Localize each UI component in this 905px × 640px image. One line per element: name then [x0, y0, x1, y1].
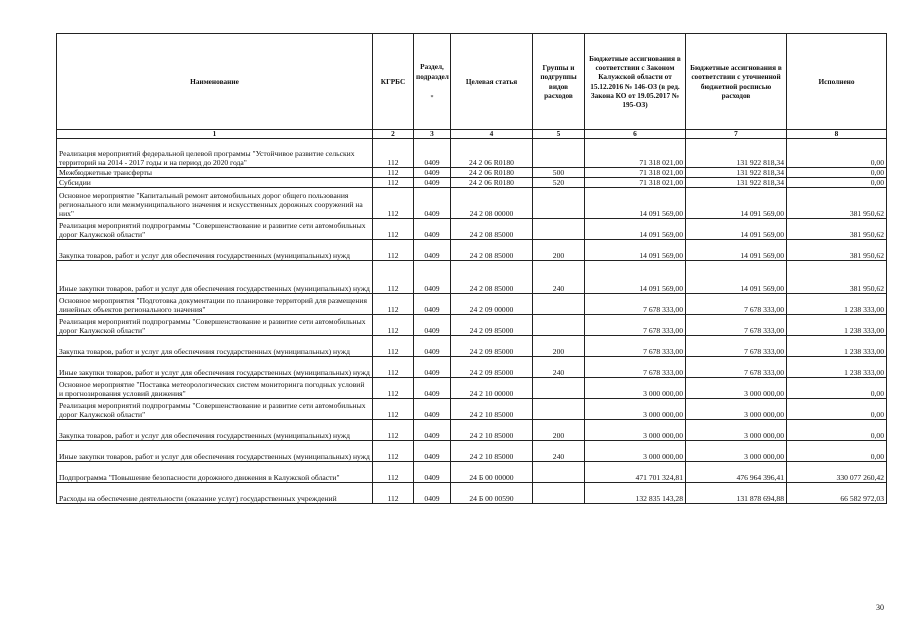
row-target-article: 24 2 08 00000: [451, 188, 533, 219]
table-row: [57, 315, 887, 336]
row-kgrbs: 112: [373, 483, 414, 504]
row-expense-group: 240: [533, 357, 585, 378]
row-target-article: 24 Б 00 00590: [451, 483, 533, 504]
row-name: Реализация мероприятий федеральной целевой программы "Устойчивое развитие сельских территорий на 2014 - 2017 годы и на период до 2020 года": [57, 139, 373, 168]
row-refined-amount: 14 091 569,00: [686, 188, 787, 219]
row-expense-group: [533, 399, 585, 420]
row-section: 0409: [414, 441, 451, 462]
row-kgrbs: 112: [373, 261, 414, 294]
row-expense-group: [533, 378, 585, 399]
row-refined-amount: 7 678 333,00: [686, 336, 787, 357]
table-row: [57, 168, 887, 178]
header-law: Бюджетные ассигнования в соответствии с Законом Калужской области от 15.12.2016 № 146-ОЗ (в ред. Закона КО от 19.05.2017 № 195-ОЗ): [585, 34, 686, 130]
row-law-amount: 7 678 333,00: [585, 294, 686, 315]
row-refined-amount: 7 678 333,00: [686, 294, 787, 315]
row-kgrbs: 112: [373, 378, 414, 399]
row-refined-amount: 14 091 569,00: [686, 219, 787, 240]
row-refined-amount: 131 922 818,34: [686, 178, 787, 188]
row-name: Иные закупки товаров, работ и услуг для обеспечения государственных (муниципальных) нужд: [57, 261, 373, 294]
table-row: [57, 178, 887, 188]
row-executed-amount: 381 950,62: [787, 219, 887, 240]
row-target-article: 24 2 06 R0180: [451, 178, 533, 188]
row-target-article: 24 Б 00 00000: [451, 462, 533, 483]
row-law-amount: 71 318 021,00: [585, 139, 686, 168]
row-section: 0409: [414, 483, 451, 504]
row-refined-amount: 14 091 569,00: [686, 240, 787, 261]
row-refined-amount: 131 878 694,88: [686, 483, 787, 504]
header-section-label: Раздел, подраздел: [416, 62, 449, 81]
column-number: 4: [451, 130, 533, 139]
row-section: 0409: [414, 219, 451, 240]
row-expense-group: [533, 315, 585, 336]
row-kgrbs: 112: [373, 441, 414, 462]
column-number: 5: [533, 130, 585, 139]
row-name: Основное мероприятие "Поставка метеорологических систем мониторинга погодных условий и прогнозирования условий движения": [57, 378, 373, 399]
row-law-amount: 3 000 000,00: [585, 399, 686, 420]
row-kgrbs: 112: [373, 168, 414, 178]
header-executed: Исполнено: [787, 34, 887, 130]
column-number: 8: [787, 130, 887, 139]
row-law-amount: 71 318 021,00: [585, 178, 686, 188]
row-name: Субсидии: [57, 178, 373, 188]
row-section: 0409: [414, 378, 451, 399]
row-refined-amount: 131 922 818,34: [686, 168, 787, 178]
row-law-amount: 3 000 000,00: [585, 378, 686, 399]
row-executed-amount: 381 950,62: [787, 188, 887, 219]
row-law-amount: 14 091 569,00: [585, 240, 686, 261]
row-kgrbs: 112: [373, 139, 414, 168]
row-target-article: 24 2 08 85000: [451, 261, 533, 294]
row-section: 0409: [414, 178, 451, 188]
table-row: [57, 261, 887, 294]
row-kgrbs: 112: [373, 420, 414, 441]
row-section: 0409: [414, 294, 451, 315]
row-law-amount: 132 835 143,28: [585, 483, 686, 504]
table-row: [57, 294, 887, 315]
row-law-amount: 3 000 000,00: [585, 420, 686, 441]
table-row: [57, 188, 887, 219]
row-kgrbs: 112: [373, 357, 414, 378]
row-executed-amount: 381 950,62: [787, 240, 887, 261]
table-row: [57, 336, 887, 357]
table-row: [57, 139, 887, 168]
row-executed-amount: 1 238 333,00: [787, 357, 887, 378]
row-executed-amount: 0,00: [787, 139, 887, 168]
row-law-amount: 71 318 021,00: [585, 168, 686, 178]
row-target-article: 24 2 06 R0180: [451, 168, 533, 178]
row-refined-amount: 3 000 000,00: [686, 399, 787, 420]
row-name: Закупка товаров, работ и услуг для обеспечения государственных (муниципальных) нужд: [57, 240, 373, 261]
header-refined: Бюджетные ассигнования в соответствии с уточненной бюджетной росписью расходов: [686, 34, 787, 130]
row-section: 0409: [414, 261, 451, 294]
row-target-article: 24 2 08 85000: [451, 240, 533, 261]
budget-table: [56, 33, 887, 504]
row-name: Закупка товаров, работ и услуг для обеспечения государственных (муниципальных) нужд: [57, 336, 373, 357]
header-mark: *: [430, 94, 434, 101]
row-law-amount: 7 678 333,00: [585, 336, 686, 357]
row-name: Иные закупки товаров, работ и услуг для обеспечения государственных (муниципальных) нужд: [57, 357, 373, 378]
row-kgrbs: 112: [373, 178, 414, 188]
row-section: 0409: [414, 315, 451, 336]
row-name: Иные закупки товаров, работ и услуг для обеспечения государственных (муниципальных) нужд: [57, 441, 373, 462]
row-section: 0409: [414, 188, 451, 219]
table-row: [57, 483, 887, 504]
table-row: [57, 420, 887, 441]
row-section: 0409: [414, 420, 451, 441]
row-kgrbs: 112: [373, 336, 414, 357]
row-executed-amount: 1 238 333,00: [787, 294, 887, 315]
row-section: 0409: [414, 168, 451, 178]
row-refined-amount: 3 000 000,00: [686, 441, 787, 462]
row-section: 0409: [414, 357, 451, 378]
row-target-article: 24 2 08 85000: [451, 219, 533, 240]
row-expense-group: [533, 462, 585, 483]
row-expense-group: [533, 188, 585, 219]
page-number: 30: [876, 603, 884, 612]
row-refined-amount: 476 964 396,41: [686, 462, 787, 483]
row-executed-amount: 381 950,62: [787, 261, 887, 294]
column-number: 2: [373, 130, 414, 139]
row-law-amount: 471 701 324,81: [585, 462, 686, 483]
column-number: 7: [686, 130, 787, 139]
row-target-article: 24 2 10 85000: [451, 441, 533, 462]
row-target-article: 24 2 09 85000: [451, 357, 533, 378]
row-expense-group: [533, 483, 585, 504]
table-body: [57, 139, 887, 504]
header-name: Наименование: [57, 34, 373, 130]
row-refined-amount: 3 000 000,00: [686, 420, 787, 441]
row-expense-group: [533, 139, 585, 168]
row-section: 0409: [414, 336, 451, 357]
row-refined-amount: 3 000 000,00: [686, 378, 787, 399]
row-executed-amount: 66 582 972,03: [787, 483, 887, 504]
row-kgrbs: 112: [373, 462, 414, 483]
row-target-article: 24 2 09 00000: [451, 294, 533, 315]
table-row: [57, 399, 887, 420]
table-row: [57, 240, 887, 261]
row-target-article: 24 2 09 85000: [451, 336, 533, 357]
row-expense-group: [533, 294, 585, 315]
table-row: [57, 462, 887, 483]
column-number: 3: [414, 130, 451, 139]
row-executed-amount: 0,00: [787, 378, 887, 399]
column-number-row: [57, 130, 887, 139]
row-kgrbs: 112: [373, 240, 414, 261]
row-refined-amount: 14 091 569,00: [686, 261, 787, 294]
table-row: [57, 357, 887, 378]
table-row: [57, 219, 887, 240]
row-law-amount: 7 678 333,00: [585, 315, 686, 336]
row-executed-amount: 330 077 260,42: [787, 462, 887, 483]
row-expense-group: 240: [533, 261, 585, 294]
row-target-article: 24 2 09 85000: [451, 315, 533, 336]
row-section: 0409: [414, 240, 451, 261]
header-section: [414, 34, 451, 130]
row-name: Реализация мероприятий подпрограммы "Совершенствование и развитие сети автомобильных дорог Калужской области": [57, 315, 373, 336]
row-kgrbs: 112: [373, 399, 414, 420]
row-law-amount: 3 000 000,00: [585, 441, 686, 462]
column-number: 6: [585, 130, 686, 139]
row-expense-group: [533, 219, 585, 240]
row-target-article: 24 2 10 00000: [451, 378, 533, 399]
row-name: Реализация мероприятий подпрограммы "Совершенствование и развитие сети автомобильных дорог Калужской области": [57, 399, 373, 420]
header-row: [57, 34, 887, 130]
header-groups: Группы и подгруппы видов расходов: [533, 34, 585, 130]
row-target-article: 24 2 10 85000: [451, 420, 533, 441]
row-kgrbs: 112: [373, 188, 414, 219]
row-refined-amount: 131 922 818,34: [686, 139, 787, 168]
row-executed-amount: 0,00: [787, 441, 887, 462]
column-number: 1: [57, 130, 373, 139]
row-section: 0409: [414, 139, 451, 168]
table-row: [57, 441, 887, 462]
row-target-article: 24 2 06 R0180: [451, 139, 533, 168]
row-name: Межбюджетные трансферты: [57, 168, 373, 178]
row-kgrbs: 112: [373, 315, 414, 336]
row-expense-group: 200: [533, 336, 585, 357]
row-name: Расходы на обеспечение деятельности (оказание услуг) государственных учреждений: [57, 483, 373, 504]
row-refined-amount: 7 678 333,00: [686, 315, 787, 336]
row-section: 0409: [414, 399, 451, 420]
row-law-amount: 7 678 333,00: [585, 357, 686, 378]
row-kgrbs: 112: [373, 294, 414, 315]
row-expense-group: 200: [533, 240, 585, 261]
row-name: Основное мероприятия "Подготовка документации по планировке территорий для размещения линейных объектов регионального значения": [57, 294, 373, 315]
row-executed-amount: 1 238 333,00: [787, 315, 887, 336]
header-kgrbs: КГРБС: [373, 34, 414, 130]
row-section: 0409: [414, 462, 451, 483]
row-name: Реализация мероприятий подпрограммы "Совершенствование и развитие сети автомобильных дорог Калужской области": [57, 219, 373, 240]
row-target-article: 24 2 10 85000: [451, 399, 533, 420]
row-law-amount: 14 091 569,00: [585, 219, 686, 240]
row-executed-amount: 0,00: [787, 178, 887, 188]
row-refined-amount: 7 678 333,00: [686, 357, 787, 378]
row-expense-group: 240: [533, 441, 585, 462]
row-name: Основное мероприятие "Капитальный ремонт автомобильных дорог общего пользования регионального или межмуниципального значения и искусственных дорожных сооружений на них": [57, 188, 373, 219]
row-expense-group: 520: [533, 178, 585, 188]
table-row: [57, 378, 887, 399]
row-executed-amount: 0,00: [787, 420, 887, 441]
row-executed-amount: 0,00: [787, 168, 887, 178]
row-name: Закупка товаров, работ и услуг для обеспечения государственных (муниципальных) нужд: [57, 420, 373, 441]
header-target: Целевая статья: [451, 34, 533, 130]
row-kgrbs: 112: [373, 219, 414, 240]
row-law-amount: 14 091 569,00: [585, 261, 686, 294]
row-expense-group: 500: [533, 168, 585, 178]
row-executed-amount: 1 238 333,00: [787, 336, 887, 357]
row-executed-amount: 0,00: [787, 399, 887, 420]
row-law-amount: 14 091 569,00: [585, 188, 686, 219]
row-name: Подпрограмма "Повышение безопасности дорожного движения в Калужской области": [57, 462, 373, 483]
row-expense-group: 200: [533, 420, 585, 441]
